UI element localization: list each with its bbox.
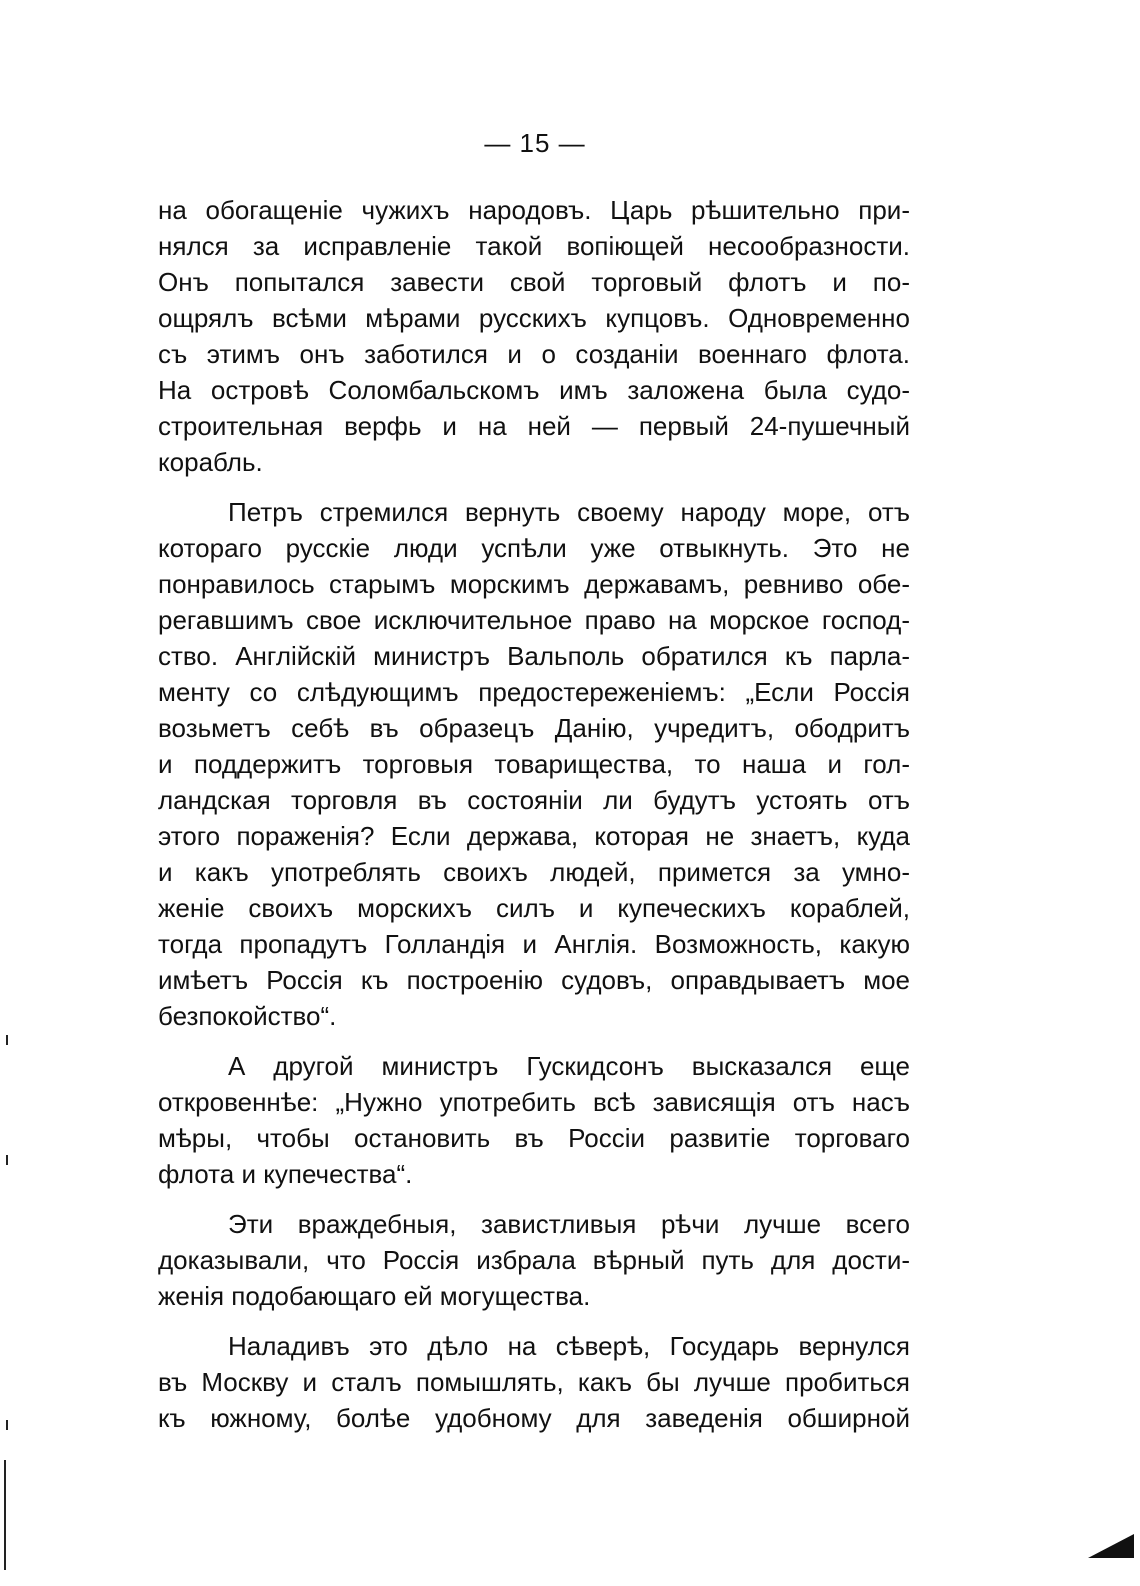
text-line: Петръ стремился вернуть своему народу море, отъ xyxy=(228,497,910,527)
text-line: ландская торговля въ состояніи ли будутъ устоять отъ xyxy=(158,785,910,815)
text-line: и какъ употреблять своихъ людей, примется за умно- xyxy=(158,857,910,887)
paragraph-5 xyxy=(158,1328,910,1436)
text-line: женія подобающаго ей могущества. xyxy=(158,1281,591,1311)
text-line: возьметъ себѣ въ образецъ Данію, учредитъ, ободритъ xyxy=(158,713,910,743)
text-line: этого пораженія? Если держава, которая не знаетъ, куда xyxy=(158,821,910,851)
paragraph-3 xyxy=(158,1048,910,1192)
text-line: нялся за исправленіе такой вопіющей несообразности. xyxy=(158,231,910,261)
text-line: къ южному, болѣе удобному для заведенія обширной xyxy=(158,1403,910,1433)
text-line: и поддержитъ торговыя товарищества, то наша и гол- xyxy=(158,749,910,779)
text-line: строительная верфь и на ней — первый 24-пушечный xyxy=(158,411,910,441)
text-line: имѣетъ Россія къ построенію судовъ, оправдываетъ мое xyxy=(158,965,910,995)
text-line: регавшимъ свое исключительное право на морское господ- xyxy=(158,605,910,635)
text-line: ощрялъ всѣми мѣрами русскихъ купцовъ. Одновременно xyxy=(158,303,910,333)
scan-artifact xyxy=(6,1035,8,1045)
scan-artifact xyxy=(6,1155,8,1165)
text-line: тогда пропадутъ Голландія и Англія. Возможность, какую xyxy=(158,929,910,959)
text-line: На островѣ Соломбальскомъ имъ заложена была судо- xyxy=(158,375,910,405)
text-line: А другой министръ Гускидсонъ высказался еще xyxy=(228,1051,910,1081)
text-line: безпокойство“. xyxy=(158,1001,337,1031)
text-line: Онъ попытался завести свой торговый флотъ и по- xyxy=(158,267,910,297)
text-line: на обогащеніе чужихъ народовъ. Царь рѣшительно при- xyxy=(158,195,910,225)
scan-blot xyxy=(1088,1534,1134,1558)
text-line: ство. Англійскій министръ Вальполь обратился къ парла- xyxy=(158,641,910,671)
scan-artifact xyxy=(6,1420,8,1430)
text-line: корабль. xyxy=(158,447,263,477)
paragraph-1 xyxy=(158,192,910,480)
text-line: Эти враждебныя, завистливыя рѣчи лучше всего xyxy=(228,1209,910,1239)
scan-artifact xyxy=(4,1460,6,1570)
text-line: въ Москву и сталъ помышлять, какъ бы лучше пробиться xyxy=(158,1367,910,1397)
page-number: — 15 — xyxy=(484,128,586,158)
text-line: съ этимъ онъ заботился и о созданіи военнаго флота. xyxy=(158,339,910,369)
text-line: котораго русскіе люди успѣли уже отвыкнуть. Это не xyxy=(158,533,910,563)
text-line: Наладивъ это дѣло на сѣверѣ, Государь вернулся xyxy=(228,1331,910,1361)
text-line: доказывали, что Россія избрала вѣрный путь для дости- xyxy=(158,1245,910,1275)
body-text xyxy=(158,192,910,1450)
text-line: понравилось старымъ морскимъ державамъ, ревниво обе- xyxy=(158,569,910,599)
paragraph-2 xyxy=(158,494,910,1034)
text-line: флота и купечества“. xyxy=(158,1159,413,1189)
text-line: женіе своихъ морскихъ силъ и купеческихъ кораблей, xyxy=(158,893,910,923)
text-line: менту со слѣдующимъ предостереженіемъ: „Если Россія xyxy=(158,677,910,707)
text-line: откровеннѣе: „Нужно употребить всѣ зависящія отъ насъ xyxy=(158,1087,910,1117)
text-line: мѣры, чтобы остановить въ Россіи развитіе торговаго xyxy=(158,1123,910,1153)
paragraph-4 xyxy=(158,1206,910,1314)
